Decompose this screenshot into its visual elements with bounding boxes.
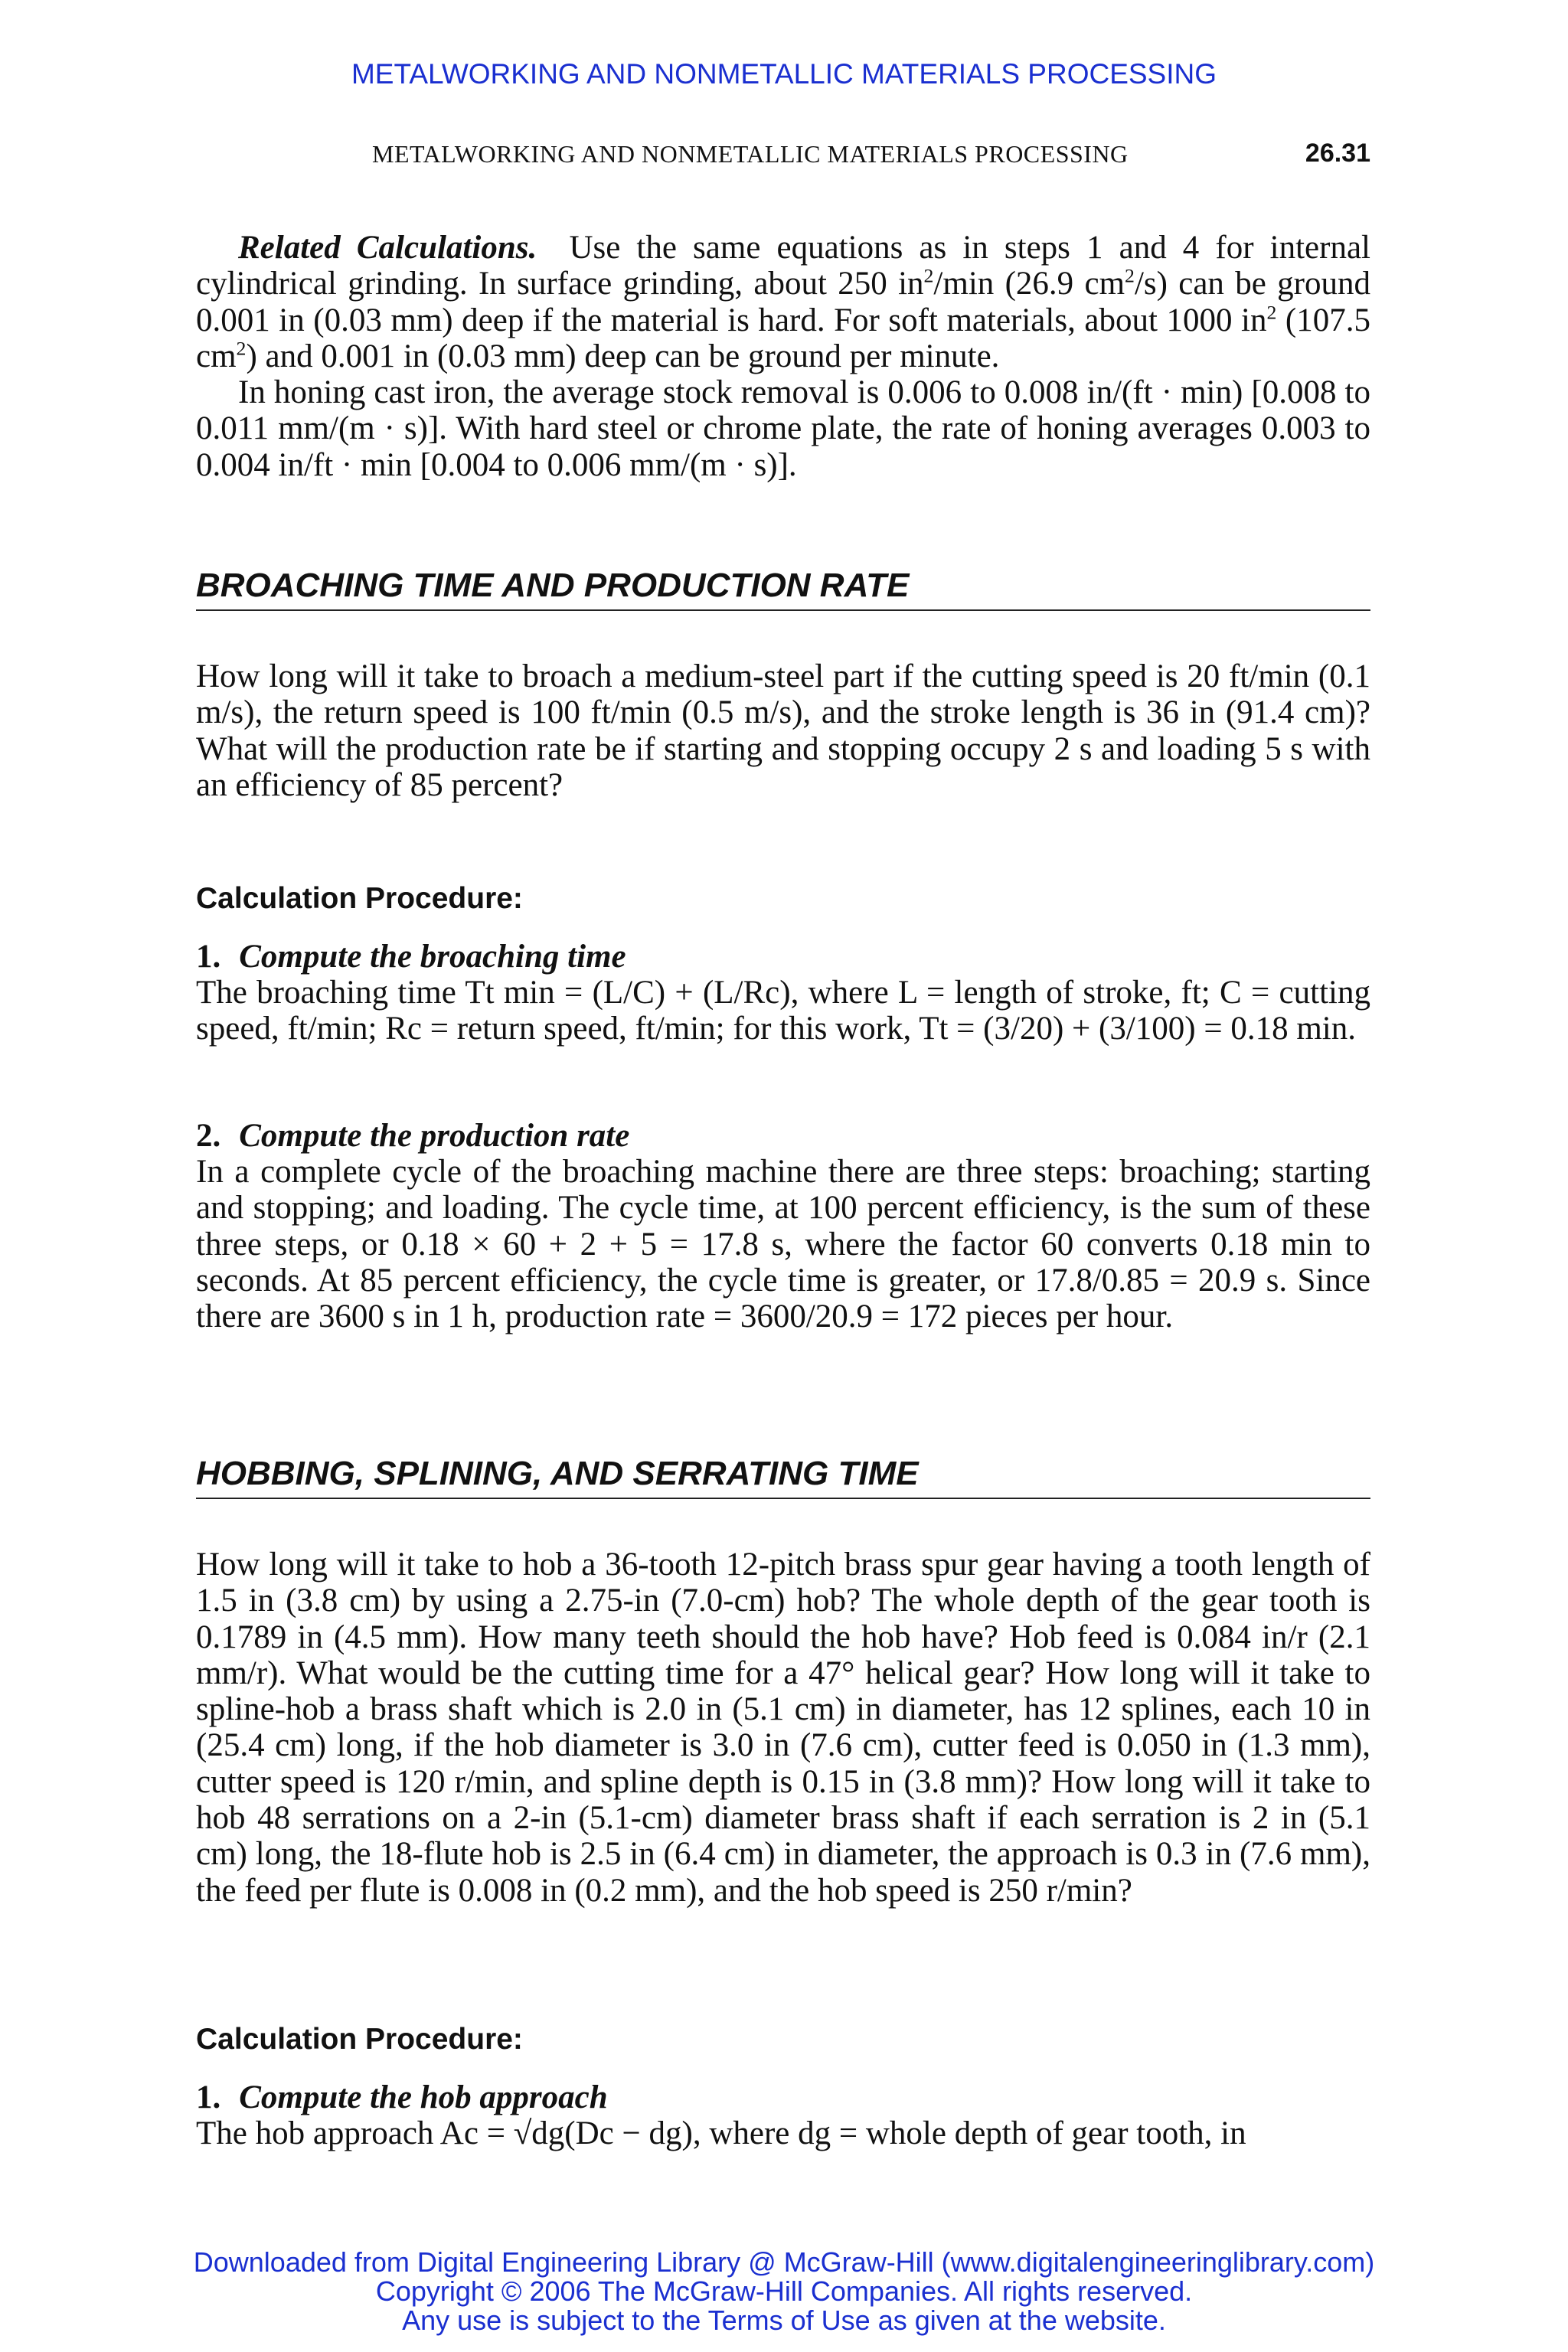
footer-terms: Any use is subject to the Terms of Use as given at the website. (402, 2305, 1166, 2336)
footer-copyright: Copyright © 2006 The McGraw-Hill Companies. All rights reserved. (375, 2275, 1193, 2307)
top-banner: METALWORKING AND NONMETALLIC MATERIALS PROCESSING (351, 58, 1217, 90)
section-heading-hobbing: HOBBING, SPLINING, AND SERRATING TIME (196, 1455, 1370, 1499)
hobbing-problem (196, 1547, 1370, 1909)
running-head: METALWORKING AND NONMETALLIC MATERIALS PROCESSING (372, 140, 1129, 168)
problem-statement: How long will it take to broach a medium-steel part if the cutting speed is 20 ft/min (0.1 m/s), the return speed is 100 ft/min (0.5 m/s), and the stroke length is 36 in (91.4 cm)? What will the production rate be if starting and stopping occupy 2 s and loading 5 s with an efficiency of 85 percent? (196, 658, 1370, 803)
broaching-step-1 (196, 939, 1370, 1047)
footer (0, 2248, 1568, 2335)
section-heading-broaching: BROACHING TIME AND PRODUCTION RATE (196, 567, 1370, 611)
broaching-problem (196, 658, 1370, 803)
step-text: The hob approach Ac = √dg(Dc − dg), where dg = whole depth of gear tooth, in (196, 2115, 1246, 2151)
step-text: The broaching time Tt min = (L/C) + (L/Rc), where L = length of stroke, ft; C = cutting speed, ft/min; Rc = return speed, ft/min; for this work, Tt = (3/20) + (3/100) = 0.18 min. (196, 975, 1370, 1047)
problem-statement: How long will it take to hob a 36-tooth 12-pitch brass spur gear having a tooth length of 1.5 in (3.8 cm) by using a 2.75-in (7.0-cm) hob? The whole depth of the gear tooth is 0.1789 in (4.5 mm). How many teeth should the hob have? Hob feed is 0.084 in/r (2.1 mm/r). What would be the cutting time for a 47° helical gear? How long will it take to spline-hob a brass shaft which is 2.0 in (5.1 cm) in diameter, has 12 splines, each 10 in (25.4 cm) long, if the hob diameter is 3.0 in (7.6 cm), cutter feed is 0.050 in (1.3 mm), cutter speed is 120 r/min, and spline depth is 0.15 in (3.8 mm)? How long will it take to hob 48 serrations on a 2-in (5.1-cm) diameter brass shaft if each serration is 2 in (5.1 cm) long, the 18-flute hob is 2.5 in (6.4 cm) in diameter, the approach is 0.3 in (7.6 mm), the feed per flute is 0.008 in (0.2 mm), and the hob speed is 250 r/min? (196, 1547, 1370, 1909)
broaching-step-2 (196, 1118, 1370, 1334)
procedure-heading: Calculation Procedure: (196, 882, 523, 915)
procedure-heading: Calculation Procedure: (196, 2023, 523, 2056)
related-calculations (196, 230, 1370, 483)
related-label: Related Calculations. (238, 230, 537, 266)
page-number: 26.31 (1305, 139, 1370, 168)
hobbing-step-1 (196, 2079, 1370, 2151)
step-text: In a complete cycle of the broaching machine there are three steps: broaching; starting and stopping; and loading. The cycle time, at 100 percent efficiency, is the sum of these three steps, or 0.18 × 60 + 2 + 5 = 17.8 s, where the factor 60 converts 0.18 min to seconds. At 85 percent efficiency, the cycle time is greater, or 17.8/0.85 = 20.9 s. Since there are 3600 s in 1 h, production rate = 3600/20.9 = 172 pieces per hour. (196, 1154, 1370, 1335)
footer-download-link[interactable]: Downloaded from Digital Engineering Library @ McGraw-Hill (www.digitalengineeringlibrary.com) (193, 2246, 1375, 2278)
related-paragraph-2: In honing cast iron, the average stock removal is 0.006 to 0.008 in/(ft · min) [0.008 to 0.011 mm/(m · s)]. With hard steel or chrome plate, the rate of honing averages 0.003 to 0.004 in/ft · min [0.004 to 0.006 mm/(m · s)]. (196, 374, 1370, 483)
step-title: 2. Compute the production rate (196, 1118, 630, 1154)
step-title: 1. Compute the hob approach (196, 2079, 608, 2115)
step-title: 1. Compute the broaching time (196, 939, 626, 975)
related-paragraph-1: Related Calculations. Use the same equations as in steps 1 and 4 for internal cylindrical grinding. In surface grinding, about 250 $in^2/\min$ (26.9 $cm^2/s$) can be ground 0.001 in (0.03 mm) deep if the material is hard. For soft materials, about 1000 $in^2$ (107.5 $cm^2$) and 0.001 in (0.03 mm) deep can be ground per minute. (196, 230, 1370, 374)
